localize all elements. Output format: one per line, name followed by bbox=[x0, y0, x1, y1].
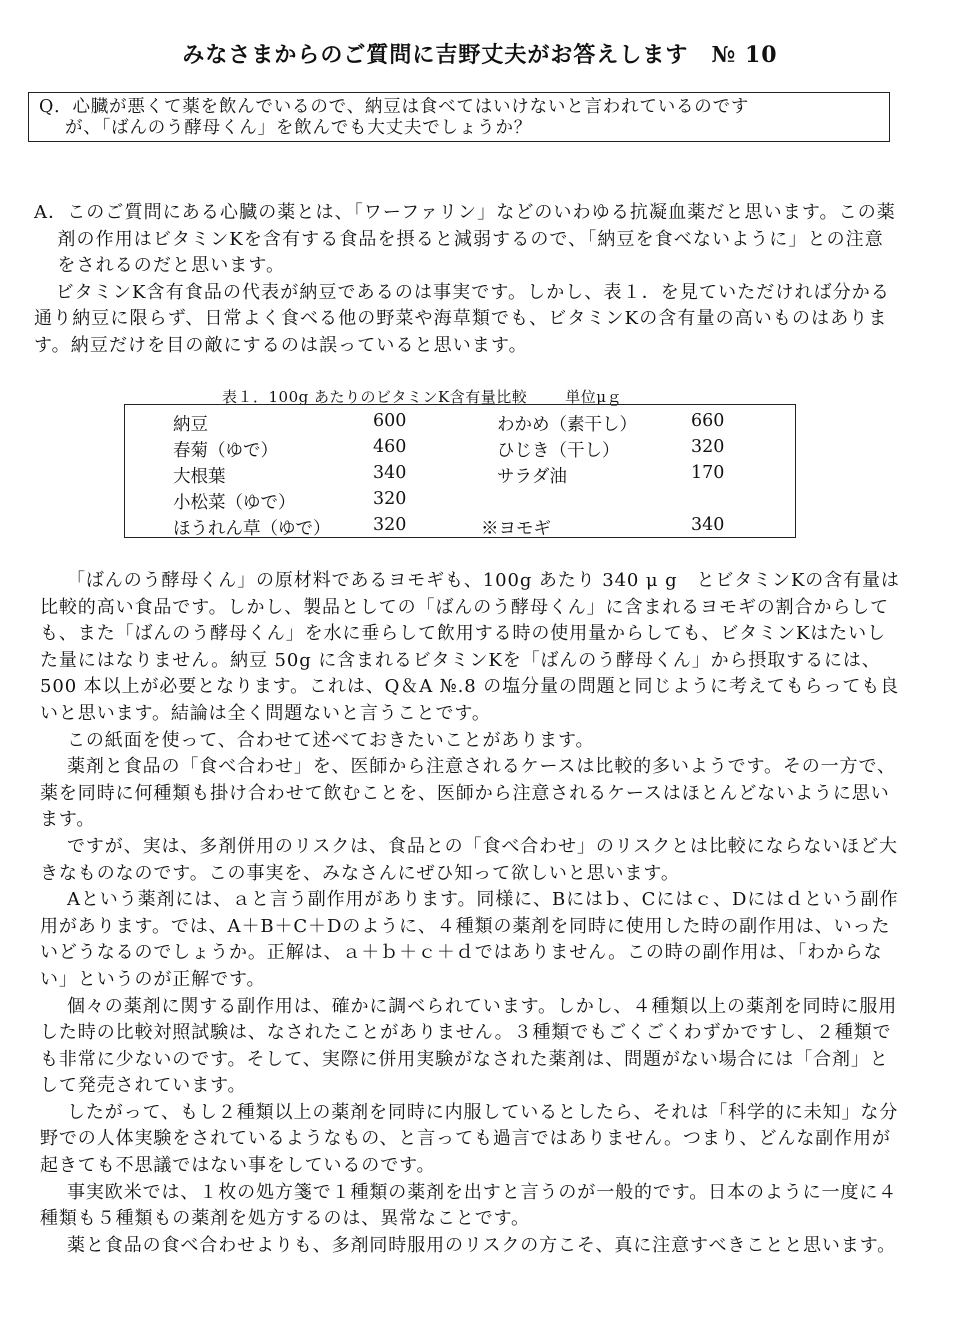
table-cell-value: 170 bbox=[691, 463, 725, 483]
table-cell-value: 320 bbox=[373, 515, 407, 535]
table-cell-name: 小松菜（ゆで） bbox=[173, 493, 296, 513]
question-line-1: Q．心臓が悪くて薬を飲んでいるので、納豆は食べてはいけないと言われているのです bbox=[39, 97, 750, 117]
answer-paragraph-2: ビタミンK含有食品の代表が納豆であるのは事実です。しかし、表１．を見ていただければ分かる通り納豆に限らず、日常よく食べる他の野菜や海草類でも、ビタミンKの含有量の高いものはあります。納豆だけを目の敵にするのは誤っていると思います。 bbox=[34, 281, 890, 356]
body-paragraph-6: 個々の薬剤に関する副作用は、確かに調べられています。しかし、４種類以上の薬剤を同時に服用した時の比較対照試験は、なされたことがありません。３種類でもごくごくわずかですし、２種類でも非常に少ないのです。そして、実際に併用実験がなされた薬剤は、問題がない場合には「合剤」として発売されています。 bbox=[40, 995, 898, 1097]
table-cell-name: 春菊（ゆで） bbox=[173, 441, 278, 461]
table-cell-value: 320 bbox=[691, 437, 725, 457]
table-cell-name: ほうれん草（ゆで） bbox=[173, 519, 331, 539]
table-cell-name: 納豆 bbox=[173, 415, 208, 435]
body-section bbox=[40, 568, 902, 1259]
table-cell-value: 460 bbox=[373, 437, 407, 457]
table-cell-value: 340 bbox=[373, 463, 407, 483]
vitamin-k-table bbox=[124, 404, 796, 538]
body-paragraph-1: 「ばんのう酵母くん」の原材料であるヨモギも、100g あたり 340 μ g とビタミンKの含有量は比較的高い食品です。しかし、製品としての「ばんのう酵母くん」に含まれるヨモギの割合からしても、また「ばんのう酵母くん」を水に垂らして飲用する時の使用量からしても、ビタミンKはたいした量にはなりません。納豆 50g に含まれるビタミンKを「ばんのう酵母くん」から摂取するには、500 本以上が必要となります。これは、Q＆A №.8 の塩分量の問題と同じように考えてもらっても良いと思います。結論は全く問題ないと言うことです。 bbox=[40, 570, 900, 724]
table-unit: 単位μｇ bbox=[565, 388, 622, 406]
body-paragraph-9: 薬と食品の食べ合わせよりも、多剤同時服用のリスクの方こそ、真に注意すべきことと思います。 bbox=[67, 1234, 897, 1256]
table-cell-value: 660 bbox=[691, 411, 725, 431]
table-cell-name: わかめ（素干し） bbox=[497, 415, 637, 435]
body-paragraph-4: ですが、実は、多剤併用のリスクは、食品との「食べ合わせ」のリスクとは比較にならないほど大きなものなのです。この事実を、みなさんにぜひ知って欲しいと思います。 bbox=[40, 835, 898, 884]
table-cell-value: 340 bbox=[691, 515, 725, 535]
body-paragraph-8: 事実欧米では、１枚の処方箋で１種類の薬剤を出すと言うのが一般的です。日本のように一度に４種類も５種類もの薬剤を処方するのは、異常なことです。 bbox=[40, 1181, 898, 1230]
table-cell-value: 320 bbox=[373, 489, 407, 509]
table-cell-name: ひじき（干し） bbox=[497, 441, 620, 461]
page-title: みなさまからのご質問に吉野丈夫がお答えします № 10 bbox=[182, 42, 778, 68]
body-paragraph-7: したがって、もし２種類以上の薬剤を同時に内服しているとしたら、それは「科学的に未知」な分野での人体実験をされているようなもの、と言っても過言ではありません。つまり、どんな副作用が起きても不思議ではない事をしているのです。 bbox=[40, 1101, 899, 1177]
question-box bbox=[28, 92, 890, 142]
question-line-2: が、「ばんのう酵母くん」を飲んでも大丈夫でしょうか？ bbox=[65, 118, 533, 138]
table-cell-name: サラダ油 bbox=[497, 467, 567, 487]
body-paragraph-5: Aという薬剤には、ａと言う副作用があります。同様に、Bにはｂ、Cにはｃ、Dにはｄという副作用があります。では、A＋B＋C＋Dのように、４種類の薬剤を同時に使用した時の副作用は、いったいどうなるのでしょうか。正解は、ａ＋ｂ＋ｃ＋ｄではありません。この時の副作用は、「わからない」というのが正解です。 bbox=[40, 889, 899, 990]
body-paragraph-3: 薬剤と食品の「食べ合わせ」を、医師から注意されるケースは比較的多いようです。その一方で、薬を同時に何種類も掛け合わせて飲むことを、医師から注意されるケースはほとんどないように思います。 bbox=[40, 756, 896, 831]
body-paragraph-2: この紙面を使って、合わせて述べておきたいことがあります。 bbox=[67, 729, 595, 751]
table-cell-value: 600 bbox=[373, 411, 407, 431]
table-cell-name: ※ヨモギ bbox=[481, 519, 551, 539]
answer-section bbox=[34, 200, 900, 359]
table-caption-text: 表１．100g あたりのビタミンK含有量比較 bbox=[222, 388, 528, 406]
answer-paragraph-1: A．このご質問にある心臓の薬とは、「ワーファリン」などのいわゆる抗凝血薬だと思います。この薬剤の作用はビタミンKを含有する食品を摂ると減弱するので、「納豆を食べないように」との注意をされるのだと思います。 bbox=[34, 202, 896, 276]
table-cell-name: 大根葉 bbox=[173, 467, 226, 487]
